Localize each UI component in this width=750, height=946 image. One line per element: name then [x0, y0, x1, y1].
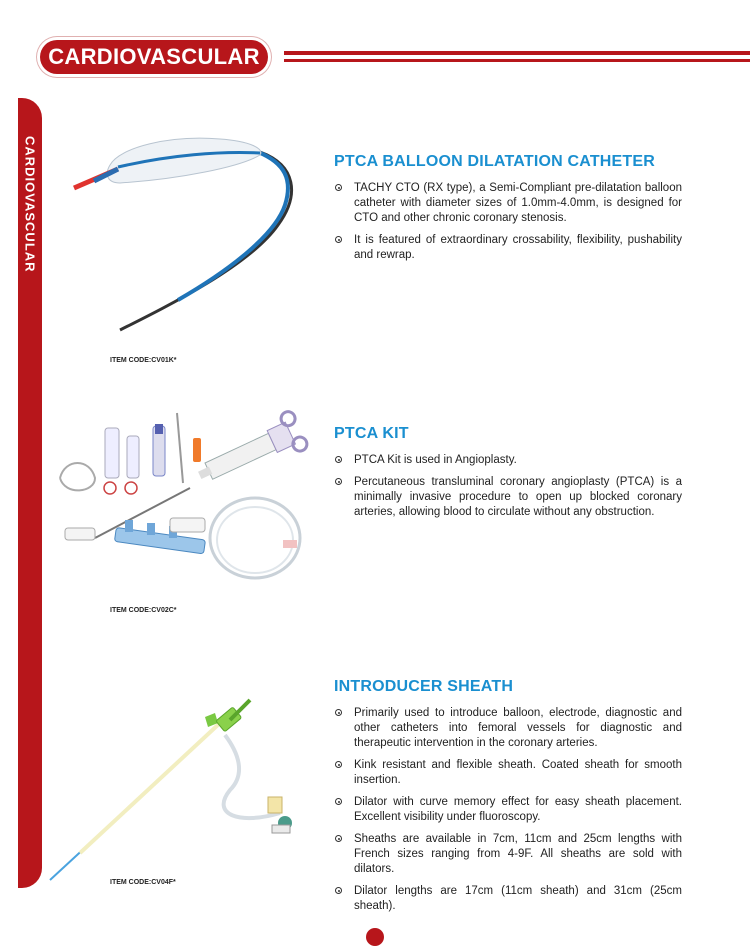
bullet-icon	[335, 709, 342, 716]
introducer-sheath-image	[40, 695, 310, 885]
list-item: Percutaneous transluminal coronary angioplasty (PTCA) is a minimally invasive procedure to open up blocked coronary arteries, allowing blood to circulate without any obstruction.	[334, 475, 682, 520]
header-rule	[284, 51, 750, 55]
bullet-icon	[335, 184, 342, 191]
list-item: PTCA Kit is used in Angioplasty.	[334, 453, 682, 468]
page-title: CARDIOVASCULAR	[40, 40, 268, 74]
side-tab-label: CARDIOVASCULAR	[22, 136, 38, 273]
list-item: Dilator with curve memory effect for easy sheath placement. Excellent visibility under fluoroscopy.	[334, 795, 682, 825]
bullet-icon	[335, 835, 342, 842]
bullet-list	[334, 453, 682, 520]
list-item: TACHY CTO (RX type), a Semi-Compliant pre-dilatation balloon catheter with diameter sizes of 1.0mm-4.0mm, is designed for CTO and other chronic coronary stenosis.	[334, 181, 682, 226]
product-ptca-balloon	[334, 153, 682, 270]
bullet-icon	[335, 887, 342, 894]
item-code: ITEM CODE:CV02C*	[110, 607, 177, 614]
bullet-icon	[335, 236, 342, 243]
balloon-catheter-image	[60, 125, 320, 340]
bullet-icon	[335, 798, 342, 805]
list-item: Primarily used to introduce balloon, electrode, diagnostic and other catheters into femoral vessels for diagnostic and therapeutic intervention in the coronary arteries.	[334, 706, 682, 751]
header-rule-secondary	[284, 59, 750, 62]
bullet-list	[334, 181, 682, 263]
item-code: ITEM CODE:CV01K*	[110, 357, 177, 364]
bullet-list	[334, 706, 682, 914]
list-item: It is featured of extraordinary crossability, flexibility, pushability and rewrap.	[334, 233, 682, 263]
list-item: Kink resistant and flexible sheath. Coated sheath for smooth insertion.	[334, 758, 682, 788]
ptca-kit-image	[55, 408, 310, 583]
list-item: Dilator lengths are 17cm (11cm sheath) and 31cm (25cm sheath).	[334, 884, 682, 914]
list-item: Sheaths are available in 7cm, 11cm and 25cm lengths with French sizes ranging from 4-9F. All sheaths are sold with dilators.	[334, 832, 682, 877]
product-title: PTCA KIT	[334, 425, 409, 442]
product-title: INTRODUCER SHEATH	[334, 678, 514, 695]
bullet-icon	[335, 761, 342, 768]
product-ptca-kit	[334, 425, 682, 527]
product-title: PTCA BALLOON DILATATION CATHETER	[334, 153, 656, 170]
product-introducer-sheath	[334, 678, 682, 921]
page-marker	[366, 928, 384, 946]
bullet-icon	[335, 478, 342, 485]
bullet-icon	[335, 456, 342, 463]
item-code: ITEM CODE:CV04F*	[110, 879, 176, 886]
